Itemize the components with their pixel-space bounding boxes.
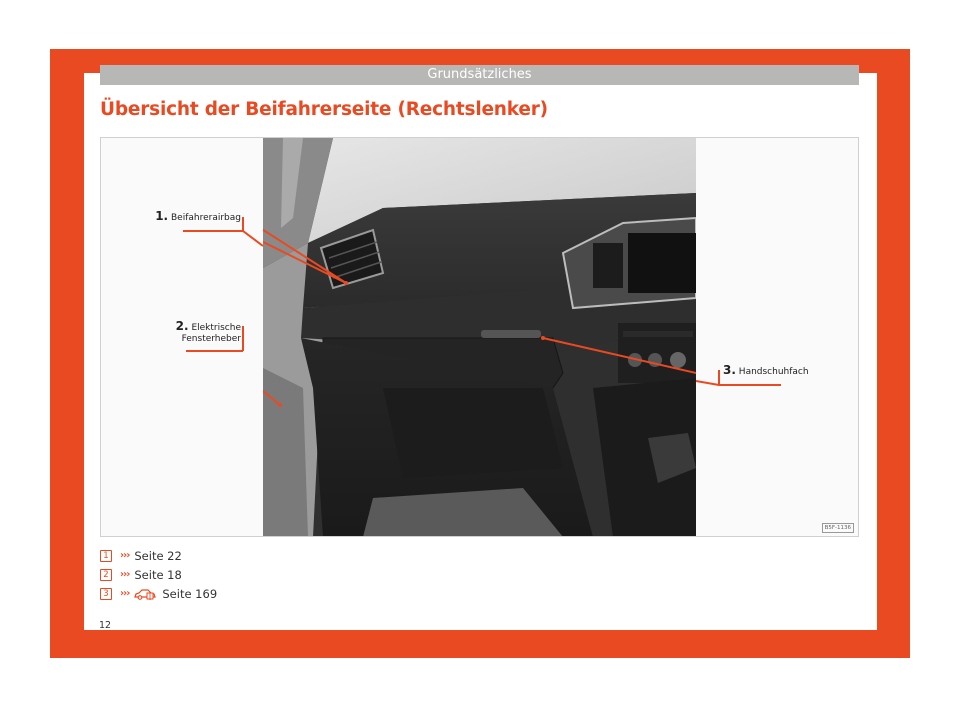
page-title: Übersicht der Beifahrerseite (Rechtslenker) <box>100 99 548 120</box>
reference-number: 2 <box>100 569 112 581</box>
dashboard-figure <box>100 137 859 537</box>
figure-code: B5F-1136 <box>822 523 854 533</box>
reference-number: 3 <box>100 588 112 600</box>
reference-list <box>100 546 217 603</box>
reference-text: Seite 18 <box>134 567 182 582</box>
figure-label-3: 3. Handschuhfach <box>723 363 809 377</box>
reference-text: Seite 22 <box>134 548 182 563</box>
section-header: Grundsätzliches <box>100 65 859 85</box>
reference-item[interactable] <box>100 546 217 565</box>
figure-label-1: 1. Beifahrerairbag <box>155 209 241 223</box>
reference-item[interactable] <box>100 584 217 603</box>
reference-arrows: ››› <box>120 550 130 561</box>
reference-arrows: ››› <box>120 569 130 580</box>
reference-item[interactable] <box>100 565 217 584</box>
car-with-book-icon <box>134 588 156 600</box>
reference-arrows: ››› <box>120 588 130 599</box>
reference-text: Seite 169 <box>162 586 218 601</box>
reference-number: 1 <box>100 550 112 562</box>
figure-label-2: 2. Elektrische Fensterheber <box>175 319 241 344</box>
page-number: 12 <box>99 620 112 631</box>
